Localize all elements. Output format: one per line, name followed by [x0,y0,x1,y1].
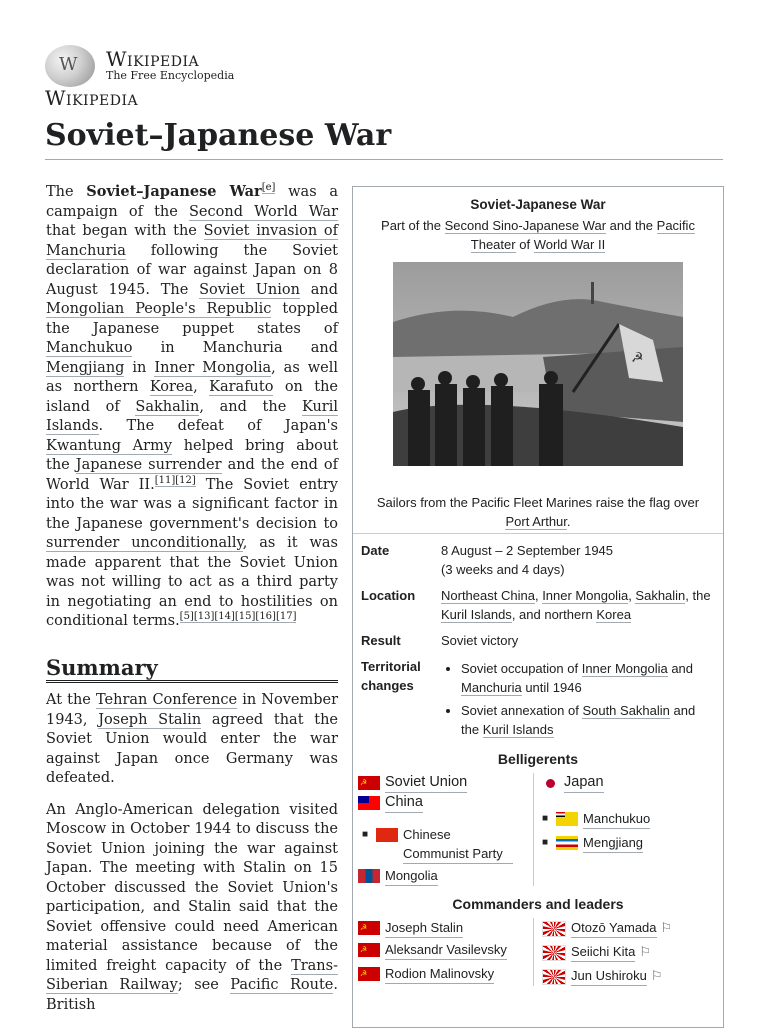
rising-sun-flag-icon [542,945,566,961]
belligerent-item: ■ Manchukuo [542,809,717,829]
link-korea[interactable]: Korea [596,607,632,622]
mongolia-flag-icon [358,869,380,883]
commander-item: Jun Ushiroku ⚐ [542,966,717,986]
link-inner-mongolia[interactable]: Inner Mongolia [581,661,668,676]
intro-paragraph: The Soviet–Japanese War[e] was a campaign of the Second World War that began with the Soviet invasion of Manchuria following the Soviet declaration of war against Japan on 8 August 1945. The Soviet Union and Mongolian People's Republic toppled the Japanese puppet states of Manchukuo in Manchuria and Mengjiang in Inner Mongolia, as well as northern Korea, Karafuto on the island of Sakhalin, and the Kuril Islands. The defeat of Japan's Kwantung Army helped bring about the Japanese surrender and the end of World War II.[11][12] The Soviet entry into the war was a significant factor in the Japanese government's decision to surrender unconditionally, as it was made apparent that the Soviet Union was not willing to act as a third party in negotiating an end to hostilities on conditional terms.[5][13][14][15][16][17] [46,182,339,629]
wikipedia-globe-icon[interactable] [45,45,95,87]
link-kuril-islands[interactable]: Kuril Islands [482,722,554,737]
article-body [46,182,338,1027]
belligerents-allies [353,773,533,886]
wikipedia-wordmark[interactable]: Wikipedia [106,47,200,71]
link-soviet-union[interactable]: Soviet Union [199,281,300,298]
infobox-details [353,533,723,986]
link-south-sakhalin[interactable]: South Sakhalin [582,703,670,718]
date-value: 8 August – 2 September 1945 [441,543,614,558]
territorial-change-item: • Soviet occupation of Inner Mongolia and Manchuria until 1946 [461,659,715,697]
wikipedia-tagline: The Free Encyclopedia [106,69,235,82]
commander-item: ☭ Aleksandr Vasilevsky [358,940,533,960]
link-sakhalin[interactable]: Sakhalin [635,588,686,603]
link-second-sino-japanese-war[interactable]: Second Sino-Japanese War [444,218,607,233]
belligerents-axis [533,773,717,886]
bold-title: Soviet–Japanese War [86,183,262,200]
commanders-allies [353,918,533,986]
row-result: Result Soviet victory [361,633,519,648]
manchukuo-flag-icon [556,812,578,826]
belligerent-item: ■ Mengjiang [542,833,717,853]
infobox [352,186,724,1028]
territorial-change-item: • Soviet annexation of South Sakhalin and the Kuril Islands [461,701,715,739]
commanders-heading: Commanders and leaders [452,896,624,912]
link-port-arthur[interactable]: Port Arthur [505,514,567,529]
commander-item: Otozō Yamada ⚐ [542,918,717,938]
port-arthur-photo [393,262,683,466]
link-world-war-ii[interactable]: World War II [533,237,606,252]
site-header [45,42,345,112]
ref-link[interactable]: [e] [261,182,276,194]
link-sakhalin[interactable]: Sakhalin [135,398,200,415]
svg-text:☭: ☭ [631,350,644,366]
link-second-world-war[interactable]: Second World War [189,203,338,220]
link-pacific-route[interactable]: Pacific Route [230,977,334,993]
page-title: Soviet–Japanese War [45,118,723,160]
soviet-flag-icon [358,967,380,981]
summary-paragraph-1: At the Tehran Conference in November 1943, Joseph Stalin agreed that the Soviet Union would enter the war against Japan once Germany was defeated. [46,692,339,786]
link-surrender-unconditionally[interactable]: surrender unconditionally [46,535,243,551]
belligerent-item: Mongolia [358,866,533,886]
link-trans-siberian-railway[interactable]: Trans-Siberian Railway [46,957,338,993]
infobox-photo[interactable] [393,262,683,466]
row-territorial-changes: Territorial changes • Soviet occupation of Inner Mongolia and Manchuria until 1946 • Soviet annexation of South Sakhalin and the Kuril Islands [353,657,723,743]
rising-sun-flag-icon [542,969,566,985]
belligerent-item: ■ Chinese Communist Party [358,825,533,864]
link-mongolian-peoples-republic[interactable]: Mongolian People's Republic [46,301,272,317]
link-manchukuo[interactable]: Manchukuo [46,340,133,356]
ccp-flag-icon [376,828,398,842]
infobox-part-of: Part of the Second Sino-Japanese War and the Pacific Theater of World War II [381,218,695,252]
commanders-axis [533,918,717,986]
link-manchuria[interactable]: Manchuria [461,680,522,695]
belligerents-heading: Belligerents [497,751,579,767]
link-soviet-invasion[interactable]: Soviet invasion of Manchuria [46,223,338,259]
link-northeast-china[interactable]: Northeast China [441,588,535,603]
mengjiang-flag-icon [556,836,578,850]
commanders-columns [353,918,723,986]
link-inner-mongolia[interactable]: Inner Mongolia [542,588,629,603]
summary-paragraph-2: An Anglo-American delegation visited Moscow in October 1944 to discuss the Soviet Union joining the war against Japan. The meeting with Stalin on 15 October discussed the Soviet Union's participation, and Stalin said that the Soviet offensive could need American material assistance because of the limited freight capacity of the Trans-Siberian Railway; see Pacific Route. British [46,801,338,1013]
belligerent-item: Japan [542,773,717,793]
link-karafuto[interactable]: Karafuto [209,379,274,395]
soviet-flag-icon [358,943,380,957]
commander-item: ☭ Rodion Malinovsky [358,964,533,984]
date-duration: (3 weeks and 4 days) [441,562,565,577]
link-tehran-conference[interactable]: Tehran Conference [95,692,238,708]
section-heading-summary: Summary [46,658,338,684]
ref-link[interactable]: [5][13][14][15][16][17] [179,611,297,623]
belligerent-item: ☭ Soviet Union [358,773,533,793]
white-flag-icon: ⚐ [650,968,663,983]
soviet-flag-icon [358,921,380,935]
soviet-flag-icon [358,776,380,790]
link-pacific-theater[interactable]: Pacific Theater [470,218,695,252]
link-korea[interactable]: Korea [149,379,194,395]
link-mengjiang[interactable]: Mengjiang [46,359,125,376]
link-kwantung-army[interactable]: Kwantung Army [46,437,173,454]
ref-link[interactable]: [11][12] [154,474,196,486]
wikipedia-wordmark-secondary[interactable]: Wikipedia [45,86,139,110]
link-kuril-islands[interactable]: Kuril Islands [46,398,339,434]
link-inner-mongolia[interactable]: Inner Mongolia [154,359,272,376]
white-flag-icon: ⚐ [660,920,673,935]
rising-sun-flag-icon [542,921,566,937]
photo-caption: Sailors from the Pacific Fleet Marines raise the flag over Port Arthur. [376,495,700,529]
belligerent-item: China [358,793,533,813]
white-flag-icon: ⚐ [639,944,651,959]
row-location: Location Northeast China, Inner Mongolia, Sakhalin, the Kuril Islands, and northern Korea [361,588,711,622]
commander-item: Seiichi Kita ⚐ [542,942,717,962]
commander-item: ☭ Joseph Stalin [358,918,533,938]
link-joseph-stalin[interactable]: Joseph Stalin [98,711,202,728]
row-date: Date 8 August – 2 September 1945 (3 weeks and 4 days) [353,541,723,579]
belligerents-columns [353,773,723,886]
link-kuril-islands[interactable]: Kuril Islands [441,607,512,622]
link-japanese-surrender[interactable]: Japanese surrender [75,457,222,473]
infobox-title: Soviet-Japanese War [470,197,606,212]
roc-flag-icon [358,796,380,810]
japan-flag-icon [546,779,555,788]
